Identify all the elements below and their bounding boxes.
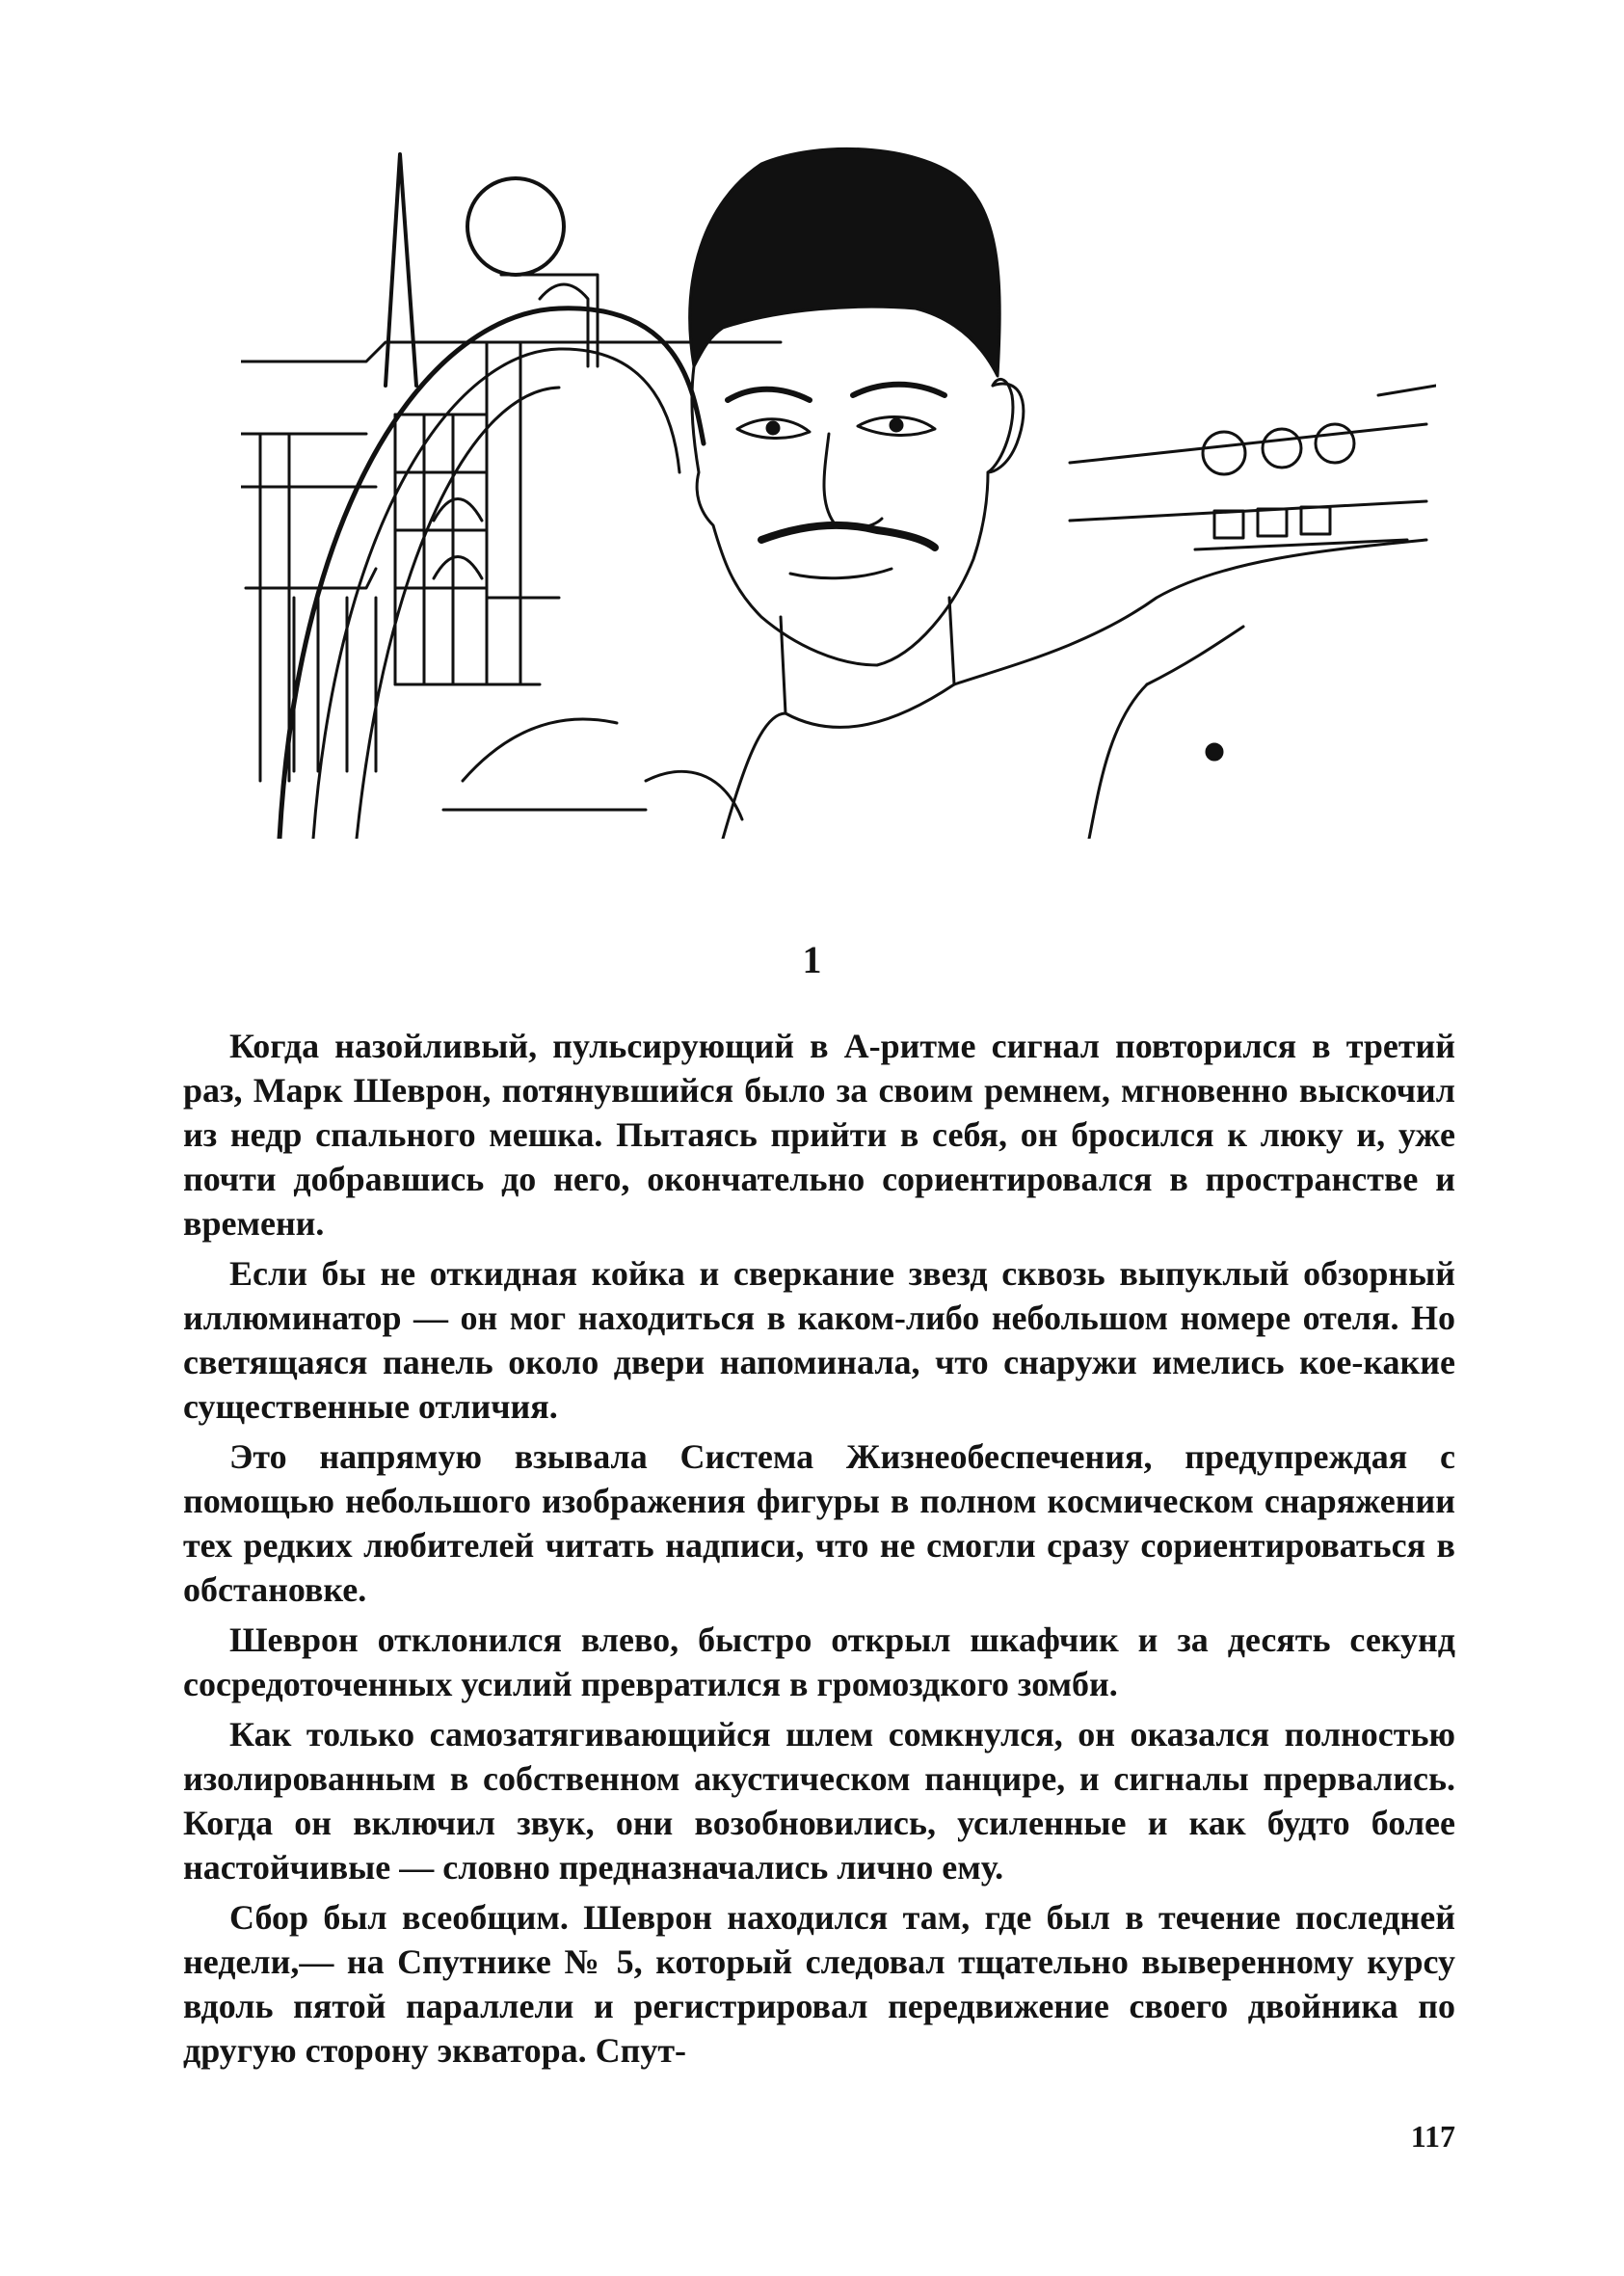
paragraph: Шеврон отклонился влево, быстро открыл шкафчик и за десять секунд сосредоточенных усилий превратился в громоздкого зомби. <box>183 1620 1455 1703</box>
paragraph: Сбор был всеобщим. Шеврон находился там, где был в течение последней недели,— на Спутнике № 5, который следовал тщательно выверенному курсу вдоль пятой параллели и регистрировал передвижение своего двойника по другую сторону экватора. Спут- <box>183 1898 1455 2070</box>
page-number: 117 <box>1410 2119 1455 2154</box>
paragraph: Это напрямую взывала Система Жизнеобеспечения, предупреждая с помощью небольшого изображения фигуры в полном космическом снаряжении тех редких любителей читать надписи, что не смогли сразу сориентироваться в обстановке. <box>183 1437 1455 1609</box>
chapter-number: 1 <box>802 938 822 981</box>
paragraph: Когда назойливый, пульсирующий в А-ритме сигнал повторился в третий раз, Марк Шеврон, потянувшийся было за своим ремнем, мгновенно выскочил из недр спального мешка. Пытаясь прийти в себя, он бросился к люку и, уже почти добравшись до него, окончательно сориентировался в пространстве и времени. <box>183 1027 1455 1243</box>
body-text <box>183 1024 1455 2078</box>
paragraph: Если бы не откидная койка и сверкание звезд сквозь выпуклый обзорный иллюминатор — он мог находиться в каком-либо небольшом номере отеля. Но светящаяся панель около двери напоминала, что снаружи имелись кое-какие существенные отличия. <box>183 1254 1455 1426</box>
chapter-illustration <box>241 145 1436 839</box>
paragraph: Как только самозатягивающийся шлем сомкнулся, он оказался полностью изолированным в собственном акустическом панцире, и сигналы прервались. Когда он включил звук, они возобновились, усиленные и как будто более настойчивые — словно предназначались лично ему. <box>183 1715 1455 1887</box>
